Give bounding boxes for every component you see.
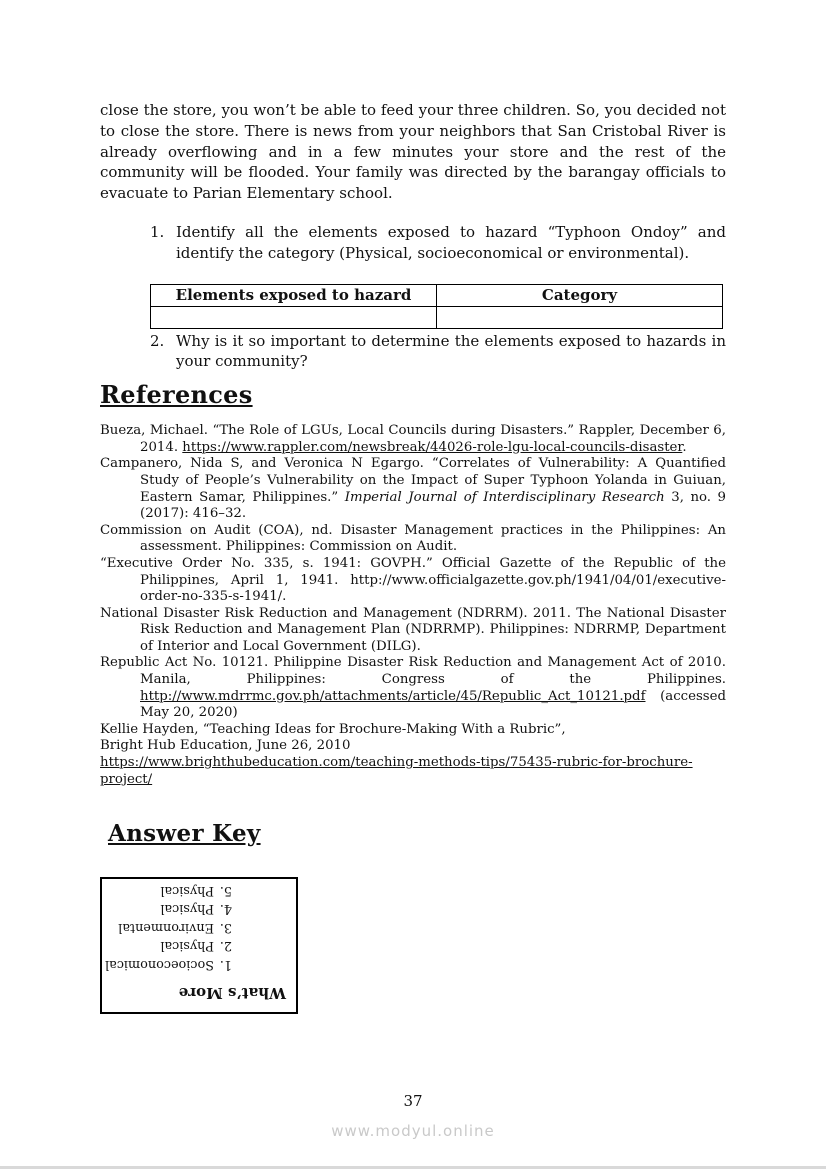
answer-item-number: 3. [219,920,232,936]
answer-item-text: Socioeconomical [105,957,214,973]
answer-key-rotated-content [102,879,296,1012]
answer-key-item [110,936,232,955]
answer-item-text: Physical [160,901,214,917]
table-header-elements: Elements exposed to hazard [151,284,437,306]
reference-entry [100,556,726,606]
table-cell-category-empty[interactable] [437,306,723,328]
table-header-category: Category [437,284,723,306]
answer-item-text: Physical [160,882,214,898]
question-1-text: Identify all the elements exposed to hazard “Typhoon Ondoy” and identify the category (Physical, socioeconomical or environmental). [176,222,726,262]
reference-text: National Disaster Risk Reduction and Management (NDRRM). 2011. The National Disaster Risk Reduction and Management Plan (NDRRMP). Philippines: NDRRMP, Department of Interior and Local Government (DILG). [100,605,726,654]
reference-link[interactable]: https://www.rappler.com/newsbreak/44026-role-lgu-local-councils-disaster [182,439,683,455]
page-number: 37 [403,1092,423,1110]
table-row [151,306,723,328]
answer-key-heading: Answer Key [108,820,261,848]
answer-key-box [100,877,298,1014]
reference-text: Commission on Audit (COA), nd. Disaster Management practices in the Philippines: An assessment. Philippines: Commission on Audit. [100,522,726,555]
question-2 [150,331,726,373]
reference-text: Campanero, Nida S, and Veronica N Egargo. “Correlates of Vulnerability: A Quantified Study of People’s Vulnerability on the Impact of Super Typhoon Yolanda in Guiuan, Eastern Samar, Philippines.” [100,456,726,505]
answer-key-section-title: What’s More [178,984,286,1003]
reference-entry [100,755,726,788]
answer-item-number: 2. [219,938,232,954]
reference-text: Kellie Hayden, “Teaching Ideas for Brochure-Making With a Rubric”, [100,721,566,737]
answer-item-number: 5. [219,882,232,898]
watermark: www.modyul.online [331,1122,495,1140]
reference-text: Bueza, Michael. “The Role of LGUs, Local Councils during Disasters.” Rappler, December 6, 2014. [100,423,726,455]
reference-entry [100,655,726,721]
reference-text: (accessed May 20, 2020) [140,688,726,721]
answer-item-number: 1. [219,957,232,973]
reference-entry [100,738,726,755]
hazard-category-table [150,284,723,329]
table-cell-elements-empty[interactable] [151,306,437,328]
answer-key-item [110,880,232,899]
reference-entry [100,606,726,656]
question-2-number: 2. [150,331,165,350]
reference-text: “Executive Order No. 335, s. 1941: GOVPH.” Official Gazette of the Republic of the Philippines, April 1, 1941. http://www.officialgazette.gov.ph/1941/04/01/executive-order-no-335-s-1941/. [100,555,726,605]
answer-item-text: Physical [160,938,214,954]
question-1-number: 1. [150,222,165,241]
answer-key-item [110,899,232,918]
question-1 [150,222,726,264]
answer-item-number: 4. [219,901,232,917]
reference-text: 3, no. 9 (2017): 416–32. [140,489,726,522]
scenario-paragraph: close the store, you won’t be able to feed your three children. So, you decided not to close the store. There is news from your neighbors that San Cristobal River is already overflowing and in a few minutes your store and the rest of the community will be flooded. Your family was directed by the barangay officials to evacuate to Parian Elementary school. [100,101,726,203]
answer-item-text: Environmental [118,920,214,936]
answer-key-item [105,955,232,974]
question-2-text: Why is it so important to determine the elements exposed to hazards in your community? [176,331,726,371]
table-header-row [151,284,723,306]
reference-link[interactable]: http://www.mdrrmc.gov.ph/attachments/article/45/Republic_Act_10121.pdf [140,688,646,704]
reference-journal-title: Imperial Journal of Interdisciplinary Research [344,489,665,505]
reference-entry [100,456,726,522]
reference-entry [100,423,726,456]
reference-entry [100,523,726,556]
references-list [100,423,726,788]
reference-text: Bright Hub Education, June 26, 2010 [100,738,351,754]
reference-link[interactable]: https://www.brighthubeducation.com/teaching-methods-tips/75435-rubric-for-brochure-project/ [100,755,693,787]
reference-text: Republic Act No. 10121. Philippine Disaster Risk Reduction and Management Act of 2010. Manila, Philippines: Congress of the Philippines. [100,655,726,688]
references-heading: References [100,380,253,410]
answer-key-item [110,917,232,936]
reference-entry [100,722,726,739]
reference-text: . [682,439,687,455]
